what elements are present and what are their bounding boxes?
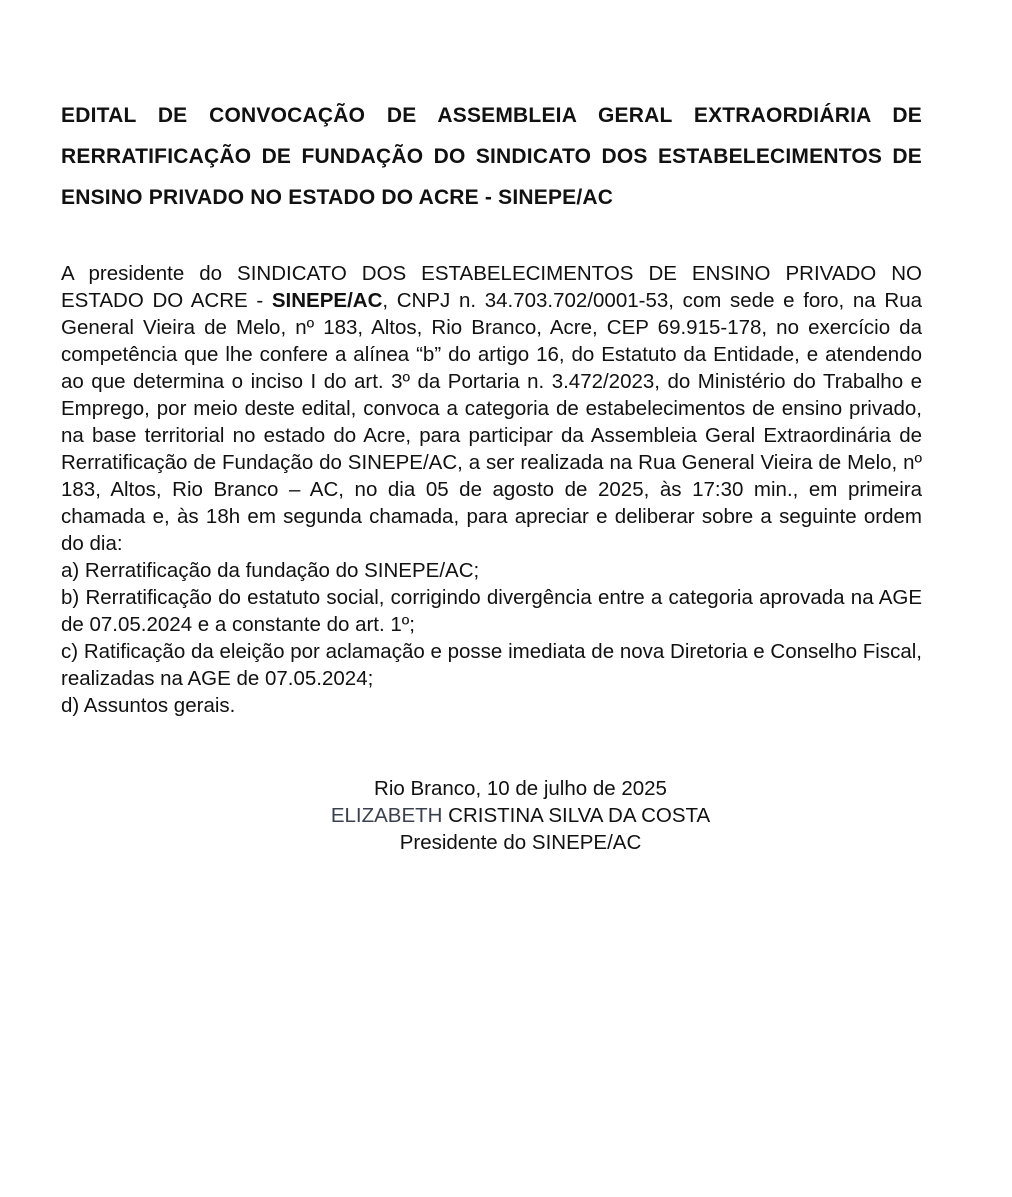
signatory-name <box>119 802 922 829</box>
document-title: EDITAL DE CONVOCAÇÃO DE ASSEMBLEIA GERAL EXTRAORDIÁRIA DE RERRATIFICAÇÃO DE FUNDAÇÃO DO SINDICATO DOS ESTABELECIMENTOS DE ENSINO PRIVADO NO ESTADO DO ACRE - SINEPE/AC <box>61 104 922 209</box>
body-text-part-2: , CNPJ n. 34.703.702/0001-53, com sede e foro, na Rua General Vieira de Melo, nº 183, Altos, Rio Branco, Acre, CEP 69.915-178, no exercício da competência que lhe confere a alínea “b” do artigo 16, do Estatuto da Entidade, e atendendo ao que determina o inciso I do art. 3º da Portaria n. 3.472/2023, do Ministério do Trabalho e Emprego, por meio deste edital, convoca a categoria de estabelecimentos de ensino privado, na base territorial no estado do Acre, para participar da Assembleia Geral Extraordinária de Rerratificação de Fundação do SINEPE/AC, a ser realizada na Rua General Vieira de Melo, nº 183, Altos, Rio Branco – AC, no dia 05 de agosto de 2025, às 17:30 min., em primeira chamada e, às 18h em segunda chamada, para apreciar e deliberar sobre a seguinte ordem do dia: <box>61 289 922 555</box>
body-text-bold-acronym: SINEPE/AC <box>271 289 383 312</box>
agenda-list <box>61 557 922 719</box>
signatory-surname: CRISTINA SILVA DA COSTA <box>442 804 711 827</box>
document-page <box>61 95 922 856</box>
signatory-first-name: ELIZABETH <box>330 804 443 827</box>
signatory-role: Presidente do SINEPE/AC <box>399 831 642 854</box>
agenda-item-a: a) Rerratificação da fundação do SINEPE/AC; <box>61 559 480 582</box>
body-text-part-1: A presidente do SINDICATO DOS ESTABELECIMENTOS DE ENSINO PRIVADO NO ESTADO DO ACRE - <box>61 262 922 312</box>
agenda-item-c: c) Ratificação da eleição por aclamação e posse imediata de nova Diretoria e Conselho Fiscal, realizadas na AGE de 07.05.2024; <box>61 640 922 690</box>
agenda-item-d: d) Assuntos gerais. <box>61 694 236 717</box>
place-date: Rio Branco, 10 de julho de 2025 <box>374 777 667 800</box>
signature-block <box>61 775 922 856</box>
body-paragraph <box>61 260 922 557</box>
agenda-item-b: b) Rerratificação do estatuto social, corrigindo divergência entre a categoria aprovada na AGE de 07.05.2024 e a constante do art. 1º; <box>61 586 922 636</box>
